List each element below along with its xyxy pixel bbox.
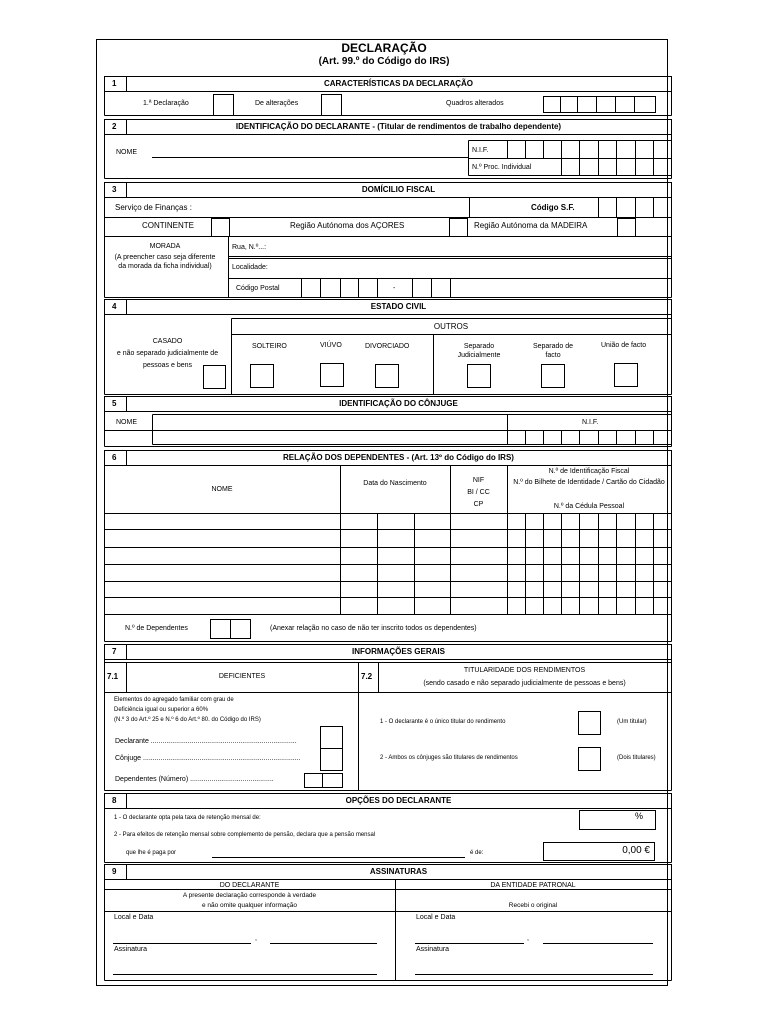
section-2-number: 2 bbox=[112, 122, 117, 131]
separado-judicialmente-checkbox[interactable] bbox=[467, 364, 491, 388]
separado-judicialmente-label: Separado Judicialmente bbox=[457, 343, 501, 359]
declarante-data-field[interactable] bbox=[270, 930, 377, 942]
declarante-nome-label: NOME bbox=[116, 149, 137, 156]
section-4-number: 4 bbox=[112, 302, 117, 311]
rua-label: Rua, N.º...: bbox=[232, 244, 267, 251]
section-1-header: CARACTERÍSTICAS DA DECLARAÇÃO bbox=[323, 79, 474, 88]
do-declarante-header: DO DECLARANTE bbox=[219, 882, 280, 889]
verdade-note-2: e não omite qualquer informação bbox=[201, 902, 298, 909]
primeira-declaracao-checkbox[interactable] bbox=[213, 94, 234, 116]
proc-individual-label: N.º Proc. Individual bbox=[472, 164, 532, 171]
alteracoes-label: De alterações bbox=[255, 100, 299, 107]
outros-label: OUTROS bbox=[433, 322, 469, 331]
titularidade-header-2: (sendo casado e não separado judicialmente de pessoas e bens) bbox=[423, 680, 626, 687]
continente-label: CONTINENTE bbox=[142, 221, 194, 230]
elementos-agregado-note-2: Deficiência igual ou superior a 60% bbox=[114, 707, 209, 713]
section-3-header: DOMÍCILIO FISCAL bbox=[361, 185, 436, 194]
viuvo-checkbox[interactable] bbox=[320, 363, 344, 387]
quadro-alterado-cell[interactable] bbox=[615, 96, 635, 113]
entidade-comma: , bbox=[527, 935, 529, 942]
section-2-header: IDENTIFICAÇÃO DO DECLARANTE - (Titular de rendimentos de trabalho dependente) bbox=[235, 122, 562, 131]
declarante-assinatura-field[interactable] bbox=[113, 958, 377, 973]
nif-header-3: CP bbox=[473, 501, 484, 508]
deficiente-conjuge-label: Cônjuge ................................................................................. bbox=[115, 755, 301, 762]
ident-header-1: N.º de Identificação Fiscal bbox=[548, 468, 630, 475]
deficiente-dependentes-digit-2[interactable] bbox=[322, 773, 343, 788]
continente-checkbox[interactable] bbox=[211, 218, 230, 237]
paga-por-field[interactable] bbox=[212, 845, 465, 856]
anexar-relacao-note: (Anexar relação no caso de não ter inscrito todos os dependentes) bbox=[270, 625, 477, 632]
section-8-header: OPÇÕES DO DECLARANTE bbox=[345, 796, 452, 805]
dependentes-nome-header: NOME bbox=[211, 486, 233, 493]
section-5-header: IDENTIFICAÇÃO DO CÔNJUGE bbox=[339, 399, 458, 408]
quadro-alterado-cell[interactable] bbox=[577, 96, 597, 113]
conjuge-nome-field[interactable] bbox=[154, 416, 504, 428]
section-6-header: RELAÇÃO DOS DEPENDENTES - (Art. 13º do Código do IRS) bbox=[283, 453, 514, 462]
elementos-agregado-note-1: Elementos do agregado familiar com grau de bbox=[114, 697, 234, 703]
quadro-alterado-cell[interactable] bbox=[596, 96, 616, 113]
e-de-label: é de: bbox=[470, 850, 484, 856]
declarante-local-data-label: Local e Data bbox=[114, 914, 154, 921]
declarante-assinatura-label: Assinatura bbox=[114, 946, 148, 953]
acores-checkbox[interactable] bbox=[449, 218, 468, 237]
morada-label: MORADA bbox=[149, 243, 181, 250]
section-7-number: 7 bbox=[112, 647, 117, 656]
morada-note: (A preencher caso seja diferente da morada da ficha individual) bbox=[114, 254, 216, 270]
conjuge-nif-label: N.I.F. bbox=[582, 419, 599, 426]
n-dependentes-label: N.º de Dependentes bbox=[125, 625, 188, 632]
section-7-header: INFORMAÇÕES GERAIS bbox=[352, 647, 445, 656]
um-titular-option: 1 - O declarante é o único titular do rendimento bbox=[380, 719, 506, 725]
conjuge-nome-label: NOME bbox=[116, 419, 137, 426]
subsection-7-1-number: 7.1 bbox=[107, 672, 119, 681]
codigo-sf-label: Código S.F. bbox=[531, 203, 575, 212]
casado-label-2: e não separado judicialmente de bbox=[116, 350, 219, 357]
quadro-alterado-cell[interactable] bbox=[543, 96, 561, 113]
casado-label-1: CASADO bbox=[152, 338, 183, 345]
entidade-local-data-label: Local e Data bbox=[416, 914, 456, 921]
ident-header-3: N.º da Cédula Pessoal bbox=[553, 503, 625, 510]
madeira-label: Região Autónoma da MADEIRA bbox=[474, 221, 588, 230]
alteracoes-checkbox[interactable] bbox=[321, 94, 342, 116]
quadro-alterado-cell[interactable] bbox=[560, 96, 578, 113]
uniao-facto-label: União de facto bbox=[601, 342, 647, 349]
solteiro-checkbox[interactable] bbox=[250, 364, 274, 388]
entidade-assinatura-field[interactable] bbox=[415, 958, 653, 973]
subsection-7-2-number: 7.2 bbox=[361, 672, 373, 681]
nif-header-2: BI / CC bbox=[467, 489, 490, 496]
quadro-alterado-cell[interactable] bbox=[634, 96, 656, 113]
madeira-checkbox[interactable] bbox=[617, 218, 636, 237]
declarante-local-field[interactable] bbox=[113, 930, 251, 942]
verdade-note-1: A presente declaração corresponde à verdade bbox=[182, 892, 317, 899]
paga-por-label: que lhe é paga por bbox=[126, 850, 177, 856]
localidade-label: Localidade: bbox=[232, 264, 268, 271]
deficiente-conjuge-checkbox[interactable] bbox=[320, 748, 343, 771]
pensao-valor: 0,00 € bbox=[622, 845, 650, 856]
n-dependentes-digit-2[interactable] bbox=[230, 619, 251, 639]
casado-label-3: pessoas e bens bbox=[142, 362, 193, 369]
declarante-comma: , bbox=[255, 935, 257, 942]
percent-sign: % bbox=[635, 811, 644, 821]
ident-header-2: N.º do Bilhete de Identidade / Cartão do Cidadão bbox=[513, 479, 665, 486]
section-5-number: 5 bbox=[112, 399, 117, 408]
taxa-retencao-option: 1 - O declarante opta pela taxa de retenção mensal de: bbox=[114, 815, 261, 821]
nif-header-1: NIF bbox=[472, 477, 485, 484]
data-nascimento-header: Data do Nascimento bbox=[363, 480, 427, 487]
elementos-agregado-note-3: (N.º 3 do Art.º 25 e N.º 6 do Art.º 80. do Código do IRS) bbox=[114, 717, 261, 723]
viuvo-label: VIÚVO bbox=[320, 342, 342, 349]
section-6-number: 6 bbox=[112, 453, 117, 462]
um-titular-tag: (Um titular) bbox=[617, 719, 647, 725]
page-title: DECLARAÇÃO bbox=[341, 41, 427, 55]
primeira-declaracao-label: 1.ª Declaração bbox=[143, 100, 189, 107]
pensao-mensal-option: 2 - Para efeitos de retenção mensal sobre complemento de pensão, declara que a pensão mensal bbox=[114, 832, 376, 838]
declarante-nif-label: N.I.F. bbox=[472, 147, 489, 154]
deficiente-dependentes-label: Dependentes (Número) ........................................... bbox=[115, 776, 274, 783]
section-4-header: ESTADO CIVIL bbox=[370, 302, 427, 311]
page-subtitle: (Art. 99.º do Código do IRS) bbox=[318, 56, 450, 67]
dois-titulares-tag: (Dois titulares) bbox=[617, 755, 656, 761]
section-9-number: 9 bbox=[112, 867, 117, 876]
quadros-alterados-label: Quadros alterados bbox=[446, 100, 504, 107]
divorciado-checkbox[interactable] bbox=[375, 364, 399, 388]
taxa-retencao-input[interactable] bbox=[579, 810, 656, 830]
servico-financas-label: Serviço de Finanças : bbox=[115, 203, 192, 212]
entidade-data-field[interactable] bbox=[543, 930, 653, 942]
casado-checkbox[interactable] bbox=[203, 365, 226, 389]
deficiente-declarante-label: Declarante ........................................................................... bbox=[115, 738, 297, 745]
separado-facto-label: Separado de facto bbox=[532, 343, 574, 359]
acores-label: Região Autónoma dos AÇORES bbox=[290, 221, 405, 230]
section-8-number: 8 bbox=[112, 796, 117, 805]
section-1-number: 1 bbox=[112, 79, 117, 88]
recebi-original-note: Recebi o original bbox=[508, 902, 558, 909]
codigo-postal-dash: - bbox=[393, 285, 396, 292]
um-titular-checkbox[interactable] bbox=[578, 711, 601, 735]
divorciado-label: DIVORCIADO bbox=[365, 343, 410, 350]
solteiro-label: SOLTEIRO bbox=[252, 343, 287, 350]
uniao-facto-checkbox[interactable] bbox=[614, 363, 638, 387]
deficientes-header: DEFICIENTES bbox=[218, 673, 266, 680]
titularidade-header-1: TITULARIDADE DOS RENDIMENTOS bbox=[463, 667, 586, 674]
deficiente-declarante-checkbox[interactable] bbox=[320, 726, 343, 749]
entidade-local-field[interactable] bbox=[415, 930, 524, 942]
dois-titulares-checkbox[interactable] bbox=[578, 747, 601, 771]
separado-facto-checkbox[interactable] bbox=[541, 364, 565, 388]
declarante-nome-field[interactable] bbox=[152, 144, 466, 156]
n-dependentes-digit-1[interactable] bbox=[210, 619, 231, 639]
entidade-assinatura-label: Assinatura bbox=[416, 946, 450, 953]
deficiente-dependentes-digit-1[interactable] bbox=[304, 773, 323, 788]
section-3-number: 3 bbox=[112, 185, 117, 194]
dois-titulares-option: 2 - Ambos os cônjuges são titulares de rendimentos bbox=[380, 755, 518, 761]
section-9-header: ASSINATURAS bbox=[369, 867, 428, 876]
da-entidade-header: DA ENTIDADE PATRONAL bbox=[490, 882, 576, 889]
codigo-postal-label: Código Postal bbox=[236, 285, 280, 292]
